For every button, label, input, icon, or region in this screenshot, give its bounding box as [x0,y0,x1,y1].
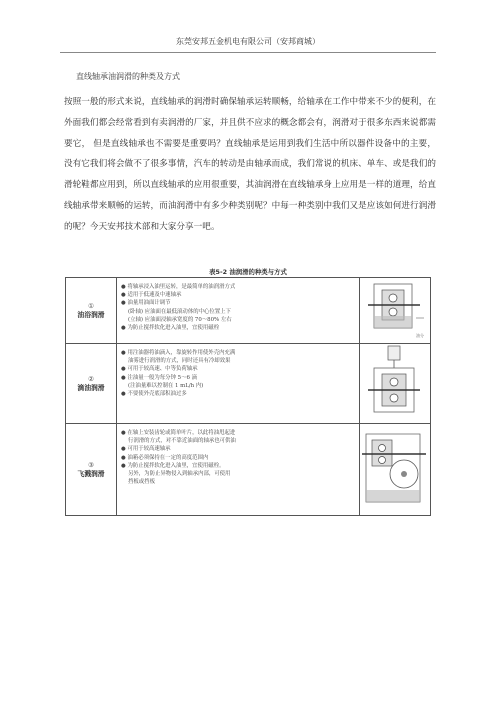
table-caption: 表5-2 油润滑的种类与方式 [209,268,287,276]
list-item: (立轴) 应油面浸轴承宽度的 70～80% 左右 [128,316,232,323]
method-name-cell [66,278,117,344]
method-description [117,344,360,424]
list-item: ● 油箱必须保持在一定的高度范围内 [121,454,209,461]
list-item: ● 用注油器将油滴入，靠旋转作用使外壳内充满 [121,350,236,356]
splash-oil-drawing [360,424,430,514]
method-name-cell [66,424,117,516]
article-heading: 直线轴承油润滑的种类及方式 [76,72,180,81]
list-item: ● 为防止搅拌软化进入油里，宜使用磁栓。 [121,462,225,469]
drip-oil-drawing [360,344,430,422]
row-number: ② [88,374,94,383]
list-item: (注油量难以控制在 1 mL/h 内) [128,382,204,389]
figure-label: 油分 [416,333,424,338]
article-paragraph: 按照一般的形式来说，直线轴承的润滑时确保轴承运转顺畅，给轴承在工作中带来不少的便利，在外面我们都会经常看到有卖润滑的厂家，并且供不应求的概念都会有，润滑对于很多东西来说都需要它， 但是直线轴承也不需要是重要吗？直线轴承是运用到我们生活中所以器件设备中的主要，没有它我们将会做不了很多事情，汽车的转动是由轴承而成，我们常说的机床、单车、或是我们的滑轮鞋都应用到，所以直线轴承的应用很重要，其油润滑在直线轴承身上应用是一样的道理，给直线轴承带来顺畅的运转，而油润滑中有多少种类别呢？中每一种类别中我们又是应该如何进行润滑的呢？今天安邦技术部和大家分享一吧。 [64,97,436,232]
method-name-cell [66,344,117,424]
table-row [66,344,431,424]
list-item: ● 将轴承浸入油里运转，是最简单的油润滑方式 [121,284,236,290]
list-item: ● 可用于较高速、中等负荷轴承 [121,366,198,373]
row-number: ① [88,301,94,310]
method-name: 油浴润滑 [77,310,105,319]
table-row [66,278,431,344]
list-item: ● 注油量一般为每分钟 5～6 滴 [121,374,198,381]
list-item: (卧轴) 应油面在最低滚动体的中心位置上下 [128,308,231,315]
oil-bath-illustration [360,278,431,344]
list-item: ● 在轴上安装齿轮或简单叶片，以此将油甩起进 [121,430,236,436]
list-item: ● 适用于低速及中速轴承 [121,292,182,299]
list-item: 油雾进行润滑的方式，同时还具有冷却效果 [128,358,231,365]
row-number: ③ [88,460,94,469]
lubrication-table [65,277,431,516]
method-name: 飞溅润滑 [77,469,105,478]
list-item: 挡板或挡板 [128,479,155,486]
list-item: ● 可用于较高速轴承 [121,446,171,453]
list-item: ● 油量用油面计调节 [121,300,171,307]
method-description [117,278,360,344]
list-item: ● 不要使外壳底部积油过多 [121,391,187,398]
method-name: 滴油润滑 [77,383,105,392]
list-item: 另外，为防止异物侵入到轴承内部，可使用 [128,471,231,478]
list-item: ● 为防止搅拌软化进入油里，宜使用磁栓 [121,325,220,332]
drip-oil-illustration [360,344,431,424]
splash-oil-illustration [360,424,431,516]
method-description [117,424,360,516]
table-row [66,424,431,516]
company-header: 东莞安邦五金机电有限公司（安邦商城） [60,32,436,53]
list-item: 行润滑的方式，对不靠近油面的轴承也可供油 [128,438,236,445]
